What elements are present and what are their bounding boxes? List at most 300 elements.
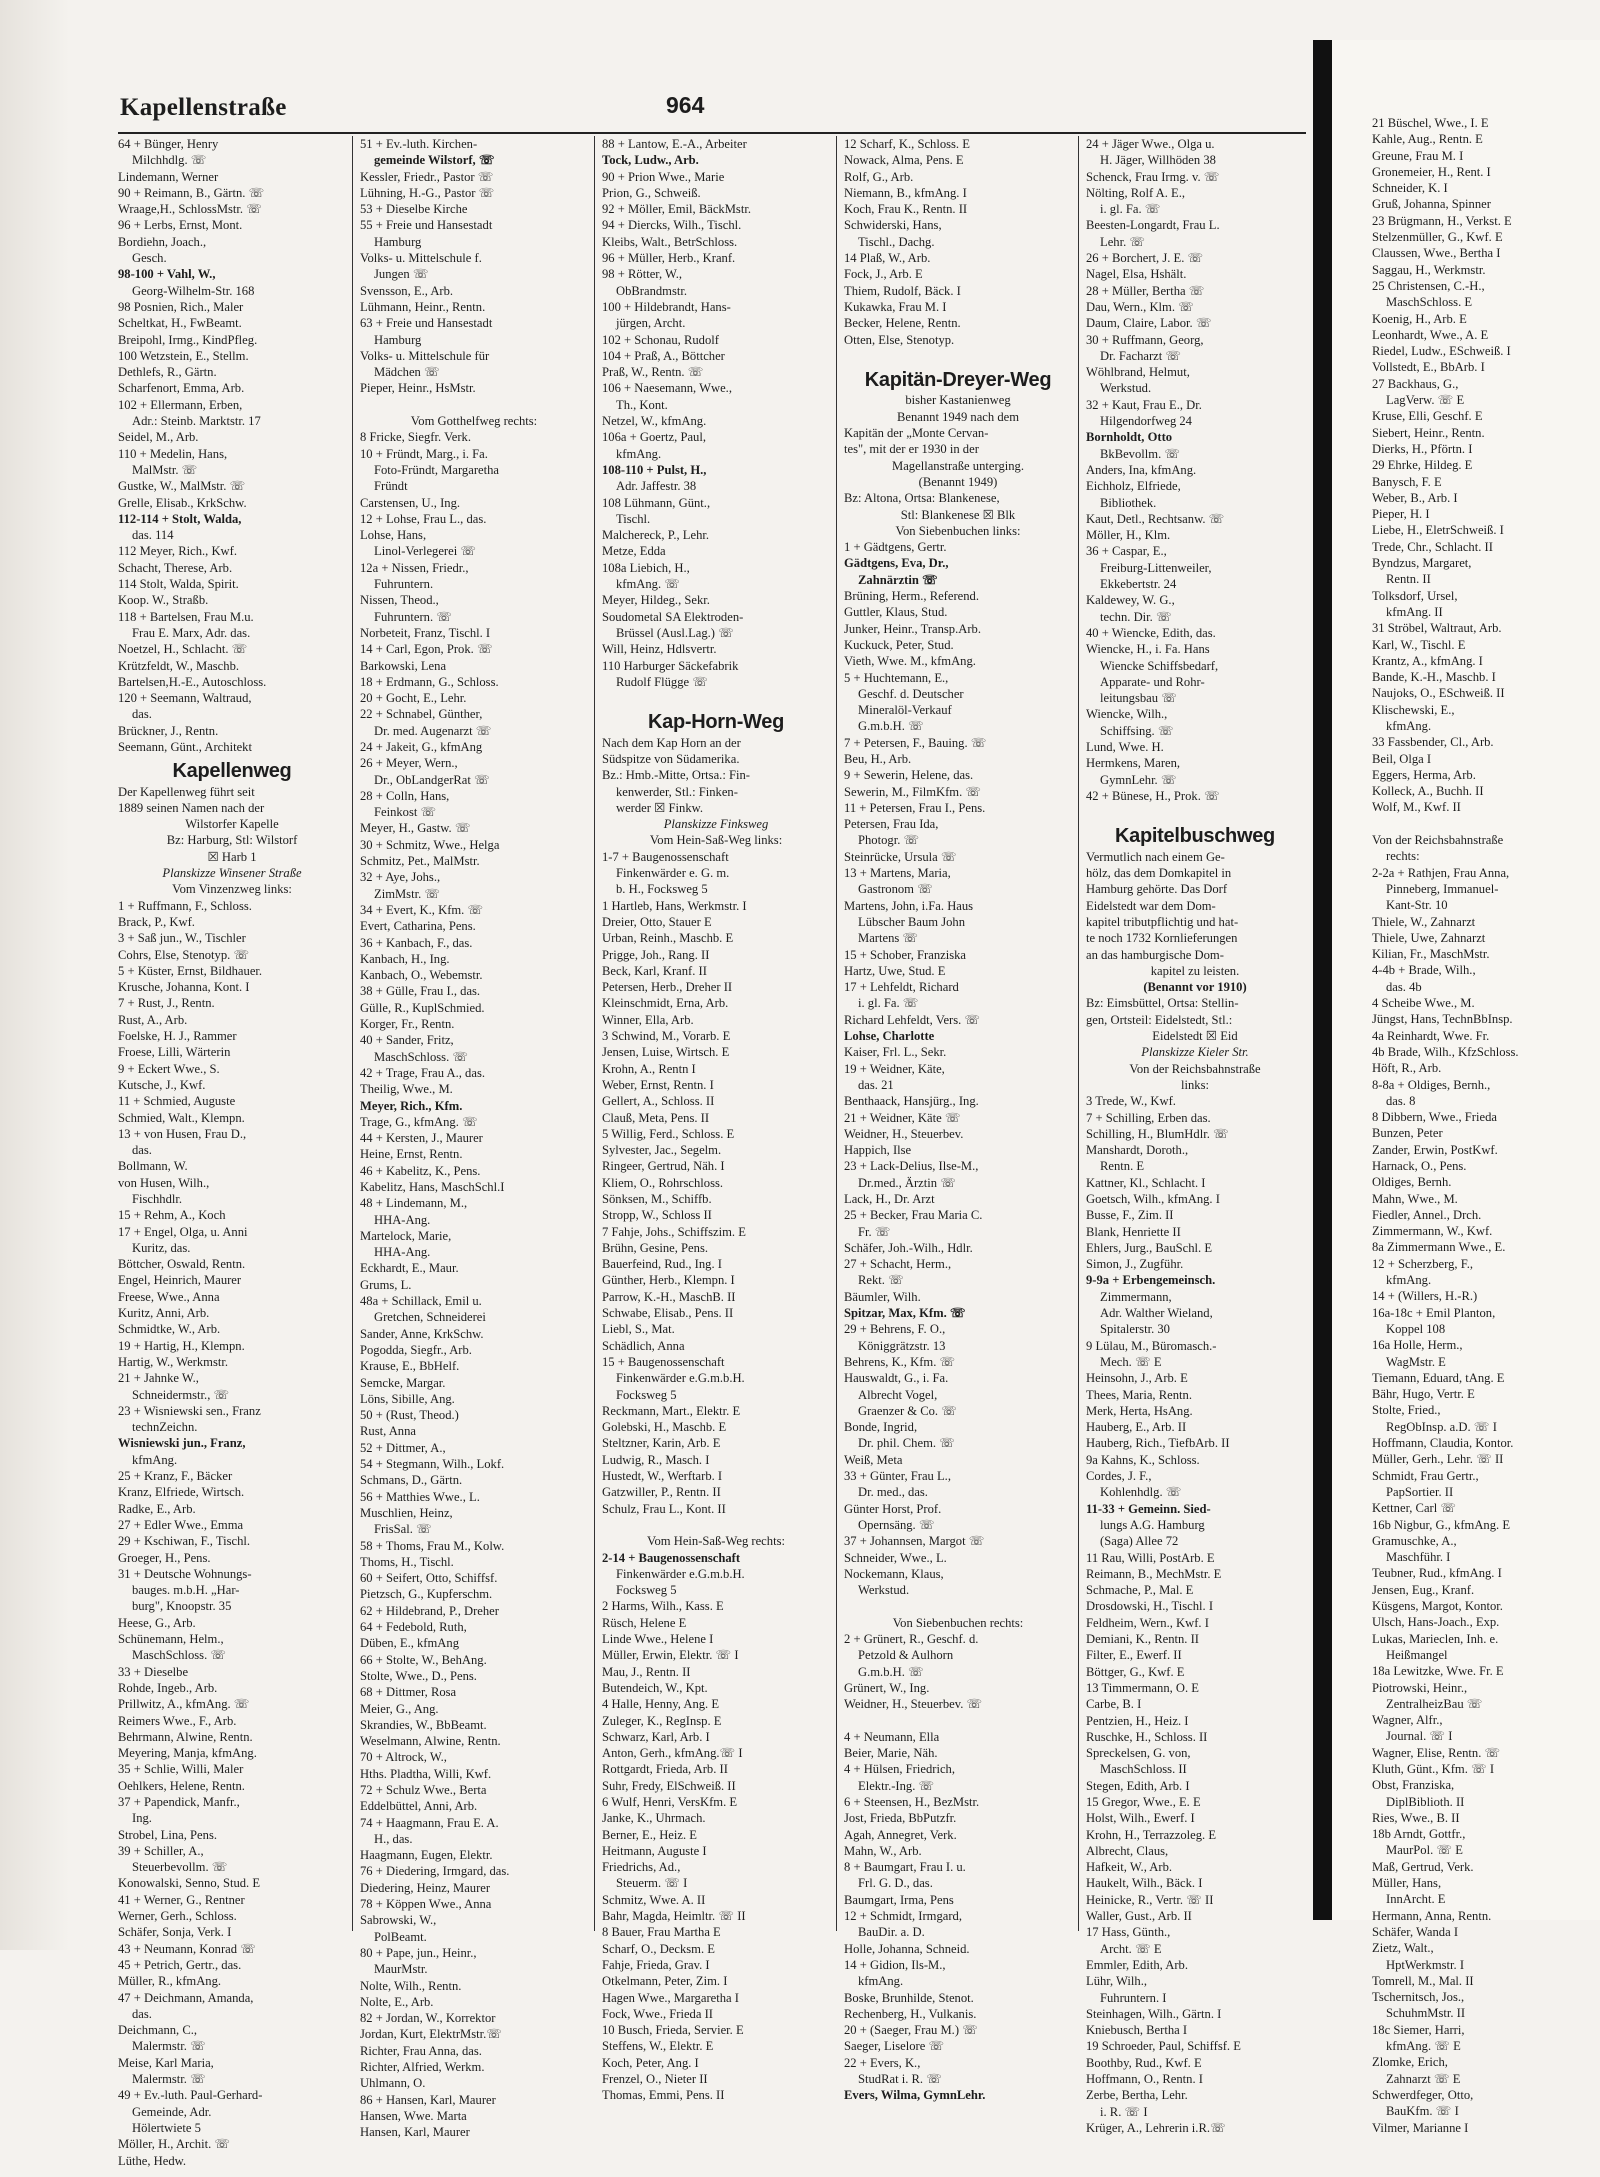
directory-entry-line: Spitzar, Max, Kfm. ☏ (844, 1306, 966, 1321)
directory-entry-line: 110 Harburger Säckefabrik (602, 658, 739, 673)
directory-entry-line: Kaldewey, W. G., (1086, 593, 1175, 608)
directory-entry-line: Karl, W., Tischl. E (1372, 637, 1466, 652)
directory-entry-line: Evers, Wilma, GymnLehr. (844, 2088, 986, 2103)
directory-entry-line: Steuerm. ☏ I (616, 1876, 688, 1891)
directory-entry-line: Nowack, Alma, Pens. E (844, 153, 964, 168)
directory-entry-line: Zimmermann, (1100, 1289, 1172, 1304)
directory-entry-line: 112 Meyer, Rich., Kwf. (118, 544, 237, 559)
directory-entry-line: Krause, E., BbHelf. (360, 1359, 460, 1374)
directory-entry-line: 108 Lühmann, Günt., (602, 495, 711, 510)
directory-entry-line: 12 Scharf, K., Schloss. E (844, 137, 970, 151)
directory-entry-line: Diedering, Heinz, Maurer (360, 1880, 491, 1895)
directory-entry-line: Schäfer, Sonja, Verk. I (118, 1925, 232, 1940)
directory-entry-line: Meier, G., Ang. (360, 1701, 439, 1716)
directory-entry-line: Gatzwiller, P., Rentn. II (602, 1485, 721, 1500)
directory-entry-line: Lindemann, Werner (118, 169, 219, 184)
directory-entry-line: Höft, R., Arb. (1372, 1061, 1442, 1076)
directory-entry-line: Happich, Ilse (844, 1143, 912, 1158)
directory-entry-line: Deichmann, C., (118, 2023, 198, 2038)
directory-entry-line: 40 + Wiencke, Edith, das. (1086, 625, 1216, 640)
column-divider (352, 136, 353, 1931)
directory-entry-line: leitungsbau ☏ (1100, 691, 1177, 706)
directory-entry-line: 45 + Petrich, Gertr., das. (118, 1957, 242, 1972)
directory-entry-line: kapitel tributpflichtig und hat- (1086, 914, 1239, 929)
directory-entry-line: 40 + Sander, Fritz, (360, 1033, 454, 1048)
directory-entry-line: Gellert, A., Schloss. II (602, 1094, 715, 1109)
directory-entry-line: Praß, W., Rentn. ☏ (602, 365, 704, 380)
directory-entry-line: Suhr, Fredy, ElSchweiß. II (602, 1778, 736, 1793)
directory-entry-line: 29 + Behrens, F. O., (844, 1322, 946, 1337)
directory-entry-line: Düben, E., kfmAng (360, 1636, 459, 1651)
directory-entry-line: Lohse, Charlotte (844, 1029, 935, 1044)
directory-entry-line: G.m.b.H. ☏ (858, 719, 924, 734)
column-3 (602, 136, 830, 2104)
directory-entry-line: Zuleger, K., RegInsp. E (602, 1713, 722, 1728)
directory-entry-line: Werner, Gerh., Schloss. (118, 1909, 237, 1924)
directory-entry-line: Pentzien, H., Heiz. I (1086, 1713, 1189, 1728)
directory-entry-line: Kranz, Elfriede, Wirtsch. (118, 1485, 245, 1500)
directory-entry-line: Parrow, K.-H., MaschB. II (602, 1289, 736, 1304)
directory-entry-line: Mädchen ☏ (374, 365, 440, 380)
directory-entry-line: Richard Lehfeldt, Vers. ☏ (844, 1012, 981, 1027)
directory-entry-line: Apparate- und Rohr- (1100, 674, 1205, 689)
directory-entry-line: Korger, Fr., Rentn. (360, 1017, 455, 1032)
directory-entry-line: 68 + Dittmer, Rosa (360, 1685, 457, 1700)
directory-entry-line: Carstensen, U., Ing. (360, 495, 461, 510)
directory-entry-line: 120 + Seemann, Waltraud, (118, 691, 252, 706)
directory-entry-line: Ruschke, H., Schloss. II (1086, 1729, 1208, 1744)
directory-entry-line: 14 + Carl, Egon, Prok. ☏ (360, 642, 493, 657)
directory-entry-line: Feldheim, Wern., Kwf. I (1086, 1615, 1209, 1630)
directory-entry-line: Hoffmann, O., Rentn. I (1086, 2072, 1203, 2087)
directory-entry-line: Kukawka, Frau M. I (844, 299, 947, 314)
directory-entry-line: 6 Wulf, Henri, VersKfm. E (602, 1794, 738, 1809)
directory-entry-line: G.m.b.H. ☏ (858, 1664, 924, 1679)
directory-entry-line: 23 + Wisniewski sen., Franz (118, 1403, 261, 1418)
directory-entry-line: Bähr, Hugo, Vertr. E (1372, 1387, 1475, 1402)
directory-entry-line: Linol-Verlegerei ☏ (374, 544, 477, 559)
directory-entry-line: Wagner, Elise, Rentn. ☏ (1372, 1745, 1501, 1760)
directory-entry-line: Von der Reichsbahnstraße (1129, 1061, 1261, 1076)
directory-entry-line: kfmAng. (1386, 718, 1432, 733)
directory-entry-line: 44 + Kersten, J., Maurer (360, 1131, 483, 1146)
directory-entry-line: Bz: Harburg, Stl: Wilstorf (166, 833, 298, 848)
directory-entry-line: Opernsäng. ☏ (858, 1517, 935, 1532)
directory-entry-line: Nölting, Rolf A. E., (1086, 185, 1186, 200)
directory-entry-line: Rust, Anna (360, 1424, 416, 1439)
directory-entry-line: Eckhardt, E., Maur. (360, 1261, 459, 1276)
directory-entry-line: 5 + Küster, Ernst, Bildhauer. (118, 963, 263, 978)
directory-entry-line: Boske, Brunhilde, Stenot. (844, 1990, 974, 2005)
directory-entry-line: Kessler, Friedr., Pastor ☏ (360, 169, 494, 184)
directory-entry-line: gen, Ortsteil: Eidelstedt, Stl.: (1086, 1012, 1233, 1027)
directory-entry-line: 90 + Prion Wwe., Marie (602, 169, 725, 184)
directory-entry-line: Sander, Anne, KrkSchw. (360, 1326, 484, 1341)
directory-entry-line: Koop. W., Straßb. (118, 593, 209, 608)
directory-entry-line: Bornholdt, Otto (1086, 430, 1173, 445)
directory-entry-line: Hölertwiete 5 (132, 2120, 201, 2135)
directory-entry-line: Schmitz, Wwe. A. II (602, 1892, 706, 1907)
directory-entry-line: Finkenwärder e. G. m. (616, 866, 730, 881)
directory-entry-line: Frau E. Marx, Adr. das. (132, 625, 251, 640)
directory-entry-line: 31 Ströbel, Waltraut, Arb. (1372, 621, 1502, 636)
directory-entry-line: Weber, B., Arb. I (1372, 490, 1458, 505)
directory-entry-line: 3 Trede, W., Kwf. (1086, 1094, 1176, 1109)
directory-entry-line: Nolte, E., Arb. (360, 1994, 434, 2009)
directory-entry-line: Lühr, Wilh., (1086, 1974, 1148, 1989)
directory-entry-line: Thiem, Rudolf, Bäck. I (844, 283, 961, 298)
directory-entry-line: 23 + Lack-Delius, Ilse-M., (844, 1159, 979, 1174)
directory-entry-line: HptWerkmstr. I (1386, 1957, 1465, 1972)
directory-entry-line: Fock, Wwe., Frieda II (602, 2006, 713, 2021)
directory-entry-line: Martelock, Marie, (360, 1228, 452, 1243)
directory-entry-line: Graenzer & Co. ☏ (858, 1403, 957, 1418)
directory-entry-line: 37 + Johannsen, Margot ☏ (844, 1534, 985, 1549)
directory-entry-line: 30 + Schmitz, Wwe., Helga (360, 837, 500, 852)
directory-entry-line: MaurMstr. (374, 1962, 428, 1977)
directory-entry-line: Rekt. ☏ (858, 1273, 904, 1288)
directory-entry-line: Weber, Ernst, Rentn. I (602, 1077, 714, 1092)
directory-entry-line: Prillwitz, A., kfmAng. ☏ (118, 1697, 250, 1712)
directory-entry-line: Zimmermann, W., Kwf. (1372, 1224, 1493, 1239)
directory-entry-line: Jensen, Eug., Kranf. (1372, 1582, 1475, 1597)
directory-entry-line: Lund, Wwe. H. (1086, 739, 1164, 754)
directory-entry-line: 14 + Gidion, Ils-M., (844, 1957, 946, 1972)
directory-entry-line: BkBevollm. ☏ (1100, 446, 1181, 461)
directory-entry-line: 21 Büschel, Wwe., I. E (1372, 116, 1489, 130)
directory-entry-line: Koppel 108 (1386, 1321, 1446, 1336)
directory-entry-line: Hoffmann, Claudia, Kontor. (1372, 1436, 1514, 1451)
directory-entry-line: 55 + Freie und Hansestadt (360, 218, 493, 233)
directory-entry-line: 92 + Möller, Emil, BäckMstr. (602, 202, 751, 217)
directory-entry-line: Kluth, Günt., Kfm. ☏ I (1372, 1761, 1495, 1776)
directory-entry-line: Lehr. ☏ (1100, 234, 1146, 249)
directory-entry-line: Stolte, Wwe., D., Pens. (360, 1668, 477, 1683)
directory-entry-line: Hauberg, E., Arb. II (1086, 1420, 1187, 1435)
directory-entry-line: 63 + Freie und Hansestadt (360, 316, 493, 331)
directory-entry-line: 106 + Naesemann, Wwe., (602, 381, 732, 396)
directory-entry-line: 7 + Rust, J., Rentn. (118, 996, 215, 1011)
directory-entry-line: kfmAng. II (1386, 604, 1443, 619)
directory-entry-line: Fischhdlr. (132, 1192, 183, 1206)
directory-entry-line (602, 1517, 830, 1533)
directory-entry-line: 96 + Müller, Herb., Kranf. (602, 251, 736, 266)
directory-entry-line: Hamburg gehörte. Das Dorf (1086, 882, 1228, 897)
directory-entry-line: Pieper, Heinr., HsMstr. (360, 381, 476, 396)
directory-entry-line: Uhlmann, O. (360, 2076, 426, 2091)
directory-entry-line: Brückner, J., Rentn. (118, 723, 219, 738)
directory-entry-line: Vollstedt, E., BbArb. I (1372, 360, 1485, 375)
directory-entry-line: 104 + Praß, A., Böttcher (602, 348, 725, 363)
directory-entry-line: Schmidtke, W., Arb. (118, 1322, 221, 1337)
directory-entry-line: Kabelitz, Hans, MaschSchl.I (360, 1180, 505, 1194)
directory-entry-line: Muschlien, Heinz, (360, 1505, 453, 1520)
directory-entry-line: Siebert, Heinr., Rentn. (1372, 425, 1485, 440)
directory-entry-line: Foto-Fründt, Margaretha (374, 462, 499, 477)
directory-entry-line: Jordan, Kurt, ElektrMstr.☏ (360, 2027, 503, 2042)
directory-entry-line: Ekkebertstr. 24 (1100, 577, 1177, 592)
directory-entry-line: Holst, Wilh., Ewerf. I (1086, 1811, 1195, 1826)
directory-entry-line: 32 + Aye, Johs., (360, 870, 441, 885)
directory-entry-line: 35 + Schlie, Willi, Maler (118, 1762, 244, 1777)
directory-entry-line: kfmAng. (132, 1452, 178, 1467)
directory-entry-line: Adr. Walther Wieland, (1100, 1306, 1213, 1321)
directory-entry-line: 72 + Schulz Wwe., Berta (360, 1782, 487, 1797)
directory-entry-line: Schneider, Wwe., L. (844, 1550, 947, 1565)
directory-entry-line: Albrecht, Claus, (1086, 1843, 1169, 1858)
directory-entry-line: Weidner, H., Steuerbev. (844, 1126, 964, 1141)
directory-entry-line: Heine, Ernst, Rentn. (360, 1147, 463, 1162)
directory-entry-line: Groeger, H., Pens. (118, 1550, 211, 1565)
directory-entry-line: 46 + Kabelitz, K., Pens. (360, 1163, 481, 1178)
directory-entry-line: 8a Zimmermann Wwe., E. (1372, 1240, 1506, 1255)
directory-entry-line: Brack, P., Kwf. (118, 914, 195, 929)
directory-entry-line: 18 + Erdmann, G., Schloss. (360, 674, 499, 689)
directory-entry-line: 1 + Ruffmann, F., Schloss. (118, 898, 252, 913)
page-number: 964 (666, 92, 705, 118)
directory-entry-line: Finkenwärder e.G.m.b.H. (616, 1566, 745, 1581)
directory-entry-line: Spitalerstr. 30 (1100, 1322, 1170, 1337)
directory-entry-line: ☒ Harb 1 (207, 849, 257, 864)
directory-entry-line: das. 8 (1386, 1093, 1416, 1108)
directory-entry-line: 108-110 + Pulst, H., (602, 462, 707, 477)
directory-entry-line: Möller, H., Klm. (1086, 528, 1171, 543)
directory-entry-line: Tiemann, Eduard, tAng. E (1372, 1370, 1505, 1385)
column-1 (118, 136, 346, 2169)
directory-entry-line: Gramuschke, A., (1372, 1533, 1457, 1548)
directory-entry-line: Frenzel, O., Nieter II (602, 2072, 708, 2087)
directory-entry-line: Kolleck, A., Buchh. II (1372, 784, 1484, 799)
directory-entry-line: Hafkeit, W., Arb. (1086, 1860, 1173, 1875)
directory-entry-line: kenwerder, Stl.: Finken- (616, 784, 738, 799)
column-2 (360, 136, 588, 2141)
directory-entry-line: 56 + Matthies Wwe., L. (360, 1489, 480, 1504)
directory-entry-line: Wöhlbrand, Helmut, (1086, 365, 1190, 380)
directory-entry-line: 19 + Hartig, H., Klempn. (118, 1338, 245, 1353)
directory-entry-line: 20 + Gocht, E., Lehr. (360, 691, 467, 706)
directory-entry-line: 2-14 + Baugenossenschaft (602, 1550, 741, 1565)
directory-entry-line: Lohse, Hans, (360, 528, 427, 543)
directory-entry-line: Petzold & Aulhorn (858, 1648, 954, 1663)
directory-entry-line: Nach dem Kap Horn an der (602, 735, 741, 750)
directory-entry-line: Claussen, Wwe., Bertha I (1372, 246, 1501, 261)
directory-entry-line: 15 Gregor, Wwe., E. E (1086, 1794, 1201, 1809)
directory-entry-line: Planskizze Finksweg (663, 817, 769, 832)
directory-entry-line: 27 + Edler Wwe., Emma (118, 1517, 244, 1532)
directory-entry-line: 19 + Weidner, Käte, (844, 1061, 945, 1076)
directory-entry-line: 28 + Müller, Bertha ☏ (1086, 283, 1205, 298)
directory-entry-line: Prion, G., Schweiß. (602, 185, 701, 200)
directory-entry-line: Mahn, Wwe., M. (1372, 1191, 1458, 1206)
directory-entry-line: Oldiges, Bernh. (1372, 1175, 1452, 1190)
directory-entry-line: kfmAng. (1386, 1273, 1432, 1288)
directory-entry-line: 49 + Ev.-luth. Paul-Gerhard- (118, 2088, 263, 2103)
directory-entry-line: Scheltkat, H., FwBeamt. (118, 316, 242, 331)
directory-entry-line: Cordes, J. F., (1086, 1469, 1152, 1484)
directory-entry-line: das. (132, 707, 152, 722)
directory-entry-line: MaschSchloss. II (1100, 1762, 1187, 1777)
directory-entry-line: 21 + Weidner, Käte ☏ (844, 1110, 961, 1125)
directory-entry-line: Steinhagen, Wilh., Gärtn. I (1086, 2006, 1222, 2021)
directory-entry-line: Gastronom ☏ (858, 882, 933, 897)
directory-entry-line: Guttler, Klaus, Stud. (844, 605, 948, 620)
directory-entry-line: Trede, Chr., Schlacht. II (1372, 539, 1493, 554)
directory-entry-line: Baumgart, Irma, Pens (844, 1892, 954, 1907)
directory-entry-line: Wilstorfer Kapelle (185, 817, 279, 832)
directory-entry-line: Petersen, Herb., Dreher II (602, 980, 733, 995)
directory-entry-line: Hermkens, Maren, (1086, 756, 1181, 771)
directory-entry-line: Daum, Claire, Labor. ☏ (1086, 316, 1212, 331)
directory-entry-line: Focksweg 5 (616, 1583, 677, 1598)
directory-entry-line: Rentn. E (1100, 1159, 1145, 1174)
directory-entry-line: PapSortier. II (1386, 1484, 1454, 1499)
directory-entry-line: Liebe, H., EletrSchweiß. I (1372, 523, 1504, 538)
directory-entry-line: MaschSchloss. ☏ (374, 1049, 469, 1064)
directory-entry-line: Bz: Eimsbüttel, Ortsa: Stellin- (1086, 996, 1239, 1011)
directory-entry-line: 41 + Werner, G., Rentner (118, 1892, 245, 1907)
directory-entry-line: Steuerbevollm. ☏ (132, 1860, 228, 1875)
directory-entry-line: technZeichn. (132, 1420, 198, 1435)
directory-entry-line: Kuckuck, Peter, Stud. (844, 637, 954, 652)
directory-entry-line: Heinsohn, J., Arb. E (1086, 1371, 1188, 1386)
directory-entry-line: Geschf. d. Deutscher (858, 686, 964, 701)
directory-entry-line: 37 + Papendick, Manfr., (118, 1794, 240, 1809)
directory-entry-line: Photogr. ☏ (858, 833, 920, 848)
directory-entry-line: b. H., Focksweg 5 (616, 882, 708, 897)
directory-entry-line: 4 + Neumann, Ella (844, 1729, 940, 1744)
directory-entry-line: Rentn. II (1386, 572, 1431, 587)
directory-entry-line: BauDir. a. D. (858, 1925, 925, 1940)
directory-entry-line: Martens, John, i.Fa. Haus (844, 898, 974, 913)
directory-entry-line: Fründt (374, 479, 408, 494)
directory-entry-line: Prigge, Joh., Rang. II (602, 947, 710, 962)
directory-entry-line: Böttger, G., Kwf. E (1086, 1664, 1185, 1679)
directory-entry-line: Jüngst, Hans, TechnBbInsp. (1372, 1012, 1513, 1027)
directory-entry-line: 24 + Jakeit, G., kfmAng (360, 739, 483, 754)
directory-entry-line: 18a Lewitzke, Wwe. Fr. E (1372, 1664, 1504, 1679)
directory-entry-line: Golebski, H., Maschb. E (602, 1420, 727, 1435)
directory-entry-line: Lüthe, Hedw. (118, 2153, 187, 2168)
directory-entry-line: Behrmann, Alwine, Rentn. (118, 1729, 253, 1744)
directory-entry-line: Bibliothek. (1100, 495, 1157, 510)
directory-entry-line: Banysch, F. E (1372, 474, 1442, 489)
directory-entry-line: Kahle, Aug., Rentn. E (1372, 132, 1483, 147)
directory-entry-line: 12a + Nissen, Friedr., (360, 560, 469, 575)
directory-entry-line: Zietz, Walt., (1372, 1941, 1434, 1956)
directory-entry-line: Eidelstedt war dem Dom- (1086, 898, 1216, 913)
directory-entry-line: Rottgardt, Frieda, Arb. II (602, 1762, 728, 1777)
directory-entry-line: 16a-18c + Emil Planton, (1372, 1305, 1496, 1320)
directory-entry-line: Hauswaldt, G., i. Fa. (844, 1371, 949, 1386)
directory-entry-line: 15 + Baugenossenschaft (602, 1354, 725, 1369)
directory-entry-line: Saggau, H., Werkmstr. (1372, 262, 1486, 277)
directory-entry-line: Greune, Frau M. I (1372, 148, 1464, 163)
directory-entry-line: Rust, A., Arb. (118, 1012, 188, 1027)
directory-entry-line: Benthaack, Hansjürg., Ing. (844, 1094, 979, 1109)
directory-entry-line: Kuritz, das. (132, 1240, 191, 1255)
directory-entry-line: Kohlenhdlg. ☏ (1100, 1485, 1182, 1500)
directory-entry-line: Strobel, Lina, Pens. (118, 1827, 217, 1842)
directory-entry-line: 12 + Lohse, Frau L., das. (360, 511, 487, 526)
directory-entry-line: Pogodda, Siegfr., Arb. (360, 1342, 472, 1357)
directory-entry-line: Reimers Wwe., F., Arb. (118, 1713, 237, 1728)
directory-entry-line: Hilgendorfweg 24 (1100, 414, 1192, 429)
directory-entry-line: Mineralöl-Verkauf (858, 703, 952, 718)
directory-entry-line: Löns, Sibille, Ang. (360, 1391, 455, 1406)
directory-entry-line: 29 Ehrke, Hildeg. E (1372, 458, 1473, 473)
directory-entry-line: Tock, Ludw., Arb. (602, 153, 699, 168)
directory-entry-line: 51 + Ev.-luth. Kirchen- (360, 137, 478, 151)
directory-entry-line: Finkenwärder e.G.m.b.H. (616, 1371, 745, 1386)
directory-entry-line: Müller, Erwin, Elektr. ☏ I (602, 1648, 739, 1663)
directory-entry-line: Werkstud. (1100, 381, 1152, 396)
directory-entry-line: Von Siebenbuchen rechts: (892, 1615, 1024, 1630)
directory-entry-line: i. gl. Fa. ☏ (858, 996, 919, 1011)
directory-entry-line: Anders, Ina, kfmAng. (1086, 462, 1197, 477)
directory-entry-line: 17 + Lehfeldt, Richard (844, 980, 959, 995)
directory-entry-line: 12 + Scherzberg, F., (1372, 1256, 1473, 1271)
directory-entry-line: Barkowski, Lena (360, 658, 447, 673)
directory-entry-line: 32 + Kaut, Frau E., Dr. (1086, 397, 1202, 412)
directory-entry-line: Bauerfeind, Rud., Ing. I (602, 1257, 722, 1272)
directory-entry-line: Müller, R., kfmAng. (118, 1974, 222, 1989)
directory-entry-line: 3 + Saß jun., W., Tischler (118, 931, 246, 946)
directory-entry-line: i. R. ☏ I (1100, 2104, 1148, 2119)
directory-entry-line: 2-2a + Rathjen, Frau Anna, (1372, 865, 1510, 880)
directory-entry-line: 26 + Borchert, J. E. ☏ (1086, 251, 1204, 266)
directory-entry-line: Scharfenort, Emma, Arb. (118, 381, 245, 396)
directory-entry-line: 17 + Engel, Olga, u. Anni (118, 1224, 248, 1239)
directory-entry-line: 23 Brügmann, H., Verkst. E (1372, 213, 1512, 228)
directory-entry-line: Nissen, Theod., (360, 593, 439, 608)
directory-entry-line (602, 690, 830, 706)
directory-entry-line: kapitel zu leisten. (1150, 963, 1240, 978)
directory-entry-line: Bollmann, W. (118, 1159, 188, 1174)
directory-entry-line: 14 Plaß, W., Arb. (844, 251, 931, 266)
directory-entry-line: Gädtgens, Eva, Dr., (844, 556, 949, 571)
directory-entry-line: Beier, Marie, Näh. (844, 1746, 938, 1761)
directory-entry-line: Südspitze von Südamerika. (602, 751, 740, 766)
directory-entry-line: Koch, Peter, Ang. I (602, 2055, 699, 2070)
directory-entry-line: Emmler, Edith, Arb. (1086, 1957, 1188, 1972)
directory-entry-line: Junker, Heinr., Transp.Arb. (844, 621, 981, 636)
directory-page (118, 88, 1306, 2168)
directory-entry-line: lungs A.G. Hamburg (1100, 1517, 1205, 1532)
directory-entry-line: Breipohl, Irmg., KindPfleg. (118, 332, 258, 347)
directory-entry-line: Schneider, K. I (1372, 181, 1448, 196)
directory-entry-line: Klischewski, E., (1372, 702, 1455, 717)
directory-entry-line: Stelzenmüller, G., Kwf. E (1372, 230, 1503, 245)
directory-entry-line: 13 Timmermann, O. E (1086, 1680, 1199, 1695)
directory-entry-line: Noetzel, H., Schlacht. ☏ (118, 642, 248, 657)
directory-entry-line: Benannt 1949 nach dem (896, 409, 1020, 424)
directory-entry-line: Eichholz, Elfriede, (1086, 479, 1181, 494)
directory-entry-line: 33 + Dieselbe (118, 1664, 189, 1679)
directory-entry-line: Dr.med., Ärztin ☏ (858, 1175, 956, 1190)
directory-entry-line: Schmache, P., Mal. E (1086, 1583, 1194, 1598)
directory-entry-line: 76 + Diedering, Irmgard, das. (360, 1864, 510, 1879)
directory-entry-line: Magellanstraße unterging. (892, 458, 1024, 473)
directory-entry-line: Georg-Wilhelm-Str. 168 (132, 283, 255, 298)
directory-entry-line: Sabrowski, W., (360, 1913, 437, 1928)
directory-entry-line: kfmAng. ☏ (616, 577, 681, 592)
directory-entry-line: Mau, J., Rentn. II (602, 1664, 691, 1679)
directory-entry-line: Ehlers, Jurg., BauSchl. E (1086, 1240, 1213, 1255)
directory-entry-line: Pinneberg, Immanuel- (1386, 881, 1499, 896)
directory-entry-line: Wolf, M., Kwf. II (1372, 800, 1461, 815)
directory-entry-line: Mech. ☏ E (1100, 1354, 1162, 1369)
directory-entry-line: StudRat i. R. ☏ (858, 2072, 942, 2087)
